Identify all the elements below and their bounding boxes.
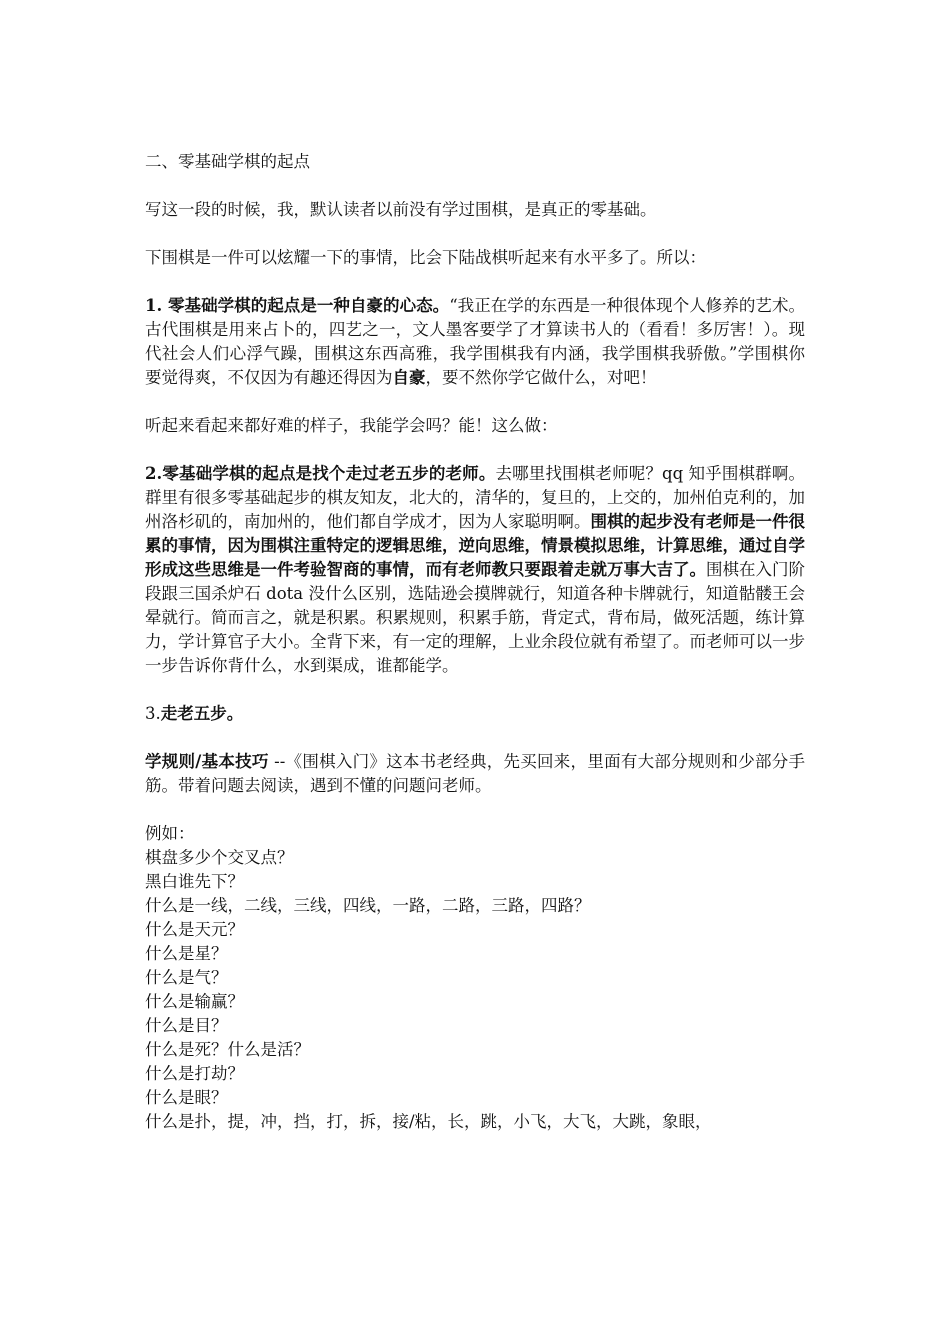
point-3-number: 3. — [145, 704, 161, 723]
question-item: 黑白谁先下？ — [145, 872, 244, 891]
question-item: 什么是一线，二线，三线，四线，一路，二路，三路，四路？ — [145, 896, 591, 915]
point-2-text: 去哪里找围棋老师呢？qq 知乎围棋群啊。群里有很多零基础起步的棋友知友，北大的，清华的，复旦的，上交的，加州伯克利的，加州洛杉矶的，南加州的，他们都自学成才，因为人家聪明啊。 — [145, 464, 805, 531]
section-title: 二、零基础学棋的起点 — [145, 152, 310, 171]
point-1-emphasis: 自豪 — [392, 368, 426, 387]
rules-text: --《围棋入门》这本书老经典，先买回来，里面有大部分规则和少部分手筋。带着问题去阅读，遇到不懂的问题问老师。 — [145, 752, 805, 795]
point-3-heading: 走老五步。 — [160, 704, 244, 723]
question-item: 什么是星？ — [145, 944, 228, 963]
point-1-text-end: ，要不然你学它做什么，对吧！ — [425, 368, 657, 387]
point-2-paragraph — [145, 462, 805, 678]
rules-heading: 学规则/基本技巧 — [145, 752, 269, 771]
point-2-text-end: 围棋在入门阶段跟三国杀炉石 dota 没什么区别，选陆逊会摸牌就行，知道各种卡牌就行，知道骷髅王会晕就行。简而言之，就是积累。积累规则，积累手筋，背定式，背布局，做死活题，练计算力，学计算官子大小。全背下来，有一定的理解，上业余段位就有希望了。而老师可以一步一步告诉你背什么，水到渠成，谁都能学。 — [145, 560, 805, 675]
examples-label: 例如： — [145, 824, 195, 843]
point-1-paragraph — [145, 294, 805, 390]
question-item: 什么是天元？ — [145, 920, 244, 939]
point-1-heading: 1. 零基础学棋的起点是一种自豪的心态。 — [145, 296, 450, 315]
question-item: 什么是目？ — [145, 1016, 228, 1035]
question-item: 什么是扑，提，冲，挡，打，拆，接/粘，长，跳，小飞，大飞，大跳，象眼， — [145, 1112, 712, 1131]
question-item: 什么是输赢？ — [145, 992, 244, 1011]
rules-paragraph — [145, 750, 805, 798]
question-item: 什么是眼？ — [145, 1088, 228, 1107]
intro-paragraph-2: 下围棋是一件可以炫耀一下的事情，比会下陆战棋听起来有水平多了。所以： — [145, 248, 706, 267]
point-3-paragraph — [145, 702, 805, 726]
document-page — [145, 150, 805, 1134]
question-item: 什么是打劫？ — [145, 1064, 244, 1083]
point-2-emphasis: 围棋的起步没有老师是一件很累的事情，因为围棋注重特定的逻辑思维，逆向思维，情景模拟思维，计算思维，通过自学形成这些思维是一件考验智商的事情，而有老师教只要跟着走就万事大吉了。 — [145, 512, 805, 579]
question-item: 什么是气？ — [145, 968, 228, 987]
transition-paragraph: 听起来看起来都好难的样子，我能学会吗？能！这么做： — [145, 416, 558, 435]
question-list — [145, 822, 805, 1134]
point-1-text: “我正在学的东西是一种很体现个人修养的艺术。古代围棋是用来占卜的，四艺之一，文人墨客要学了才算读书人的（看看！多厉害！）。现代社会人们心浮气躁，围棋这东西高雅，我学围棋我有内涵，我学围棋我骄傲。”学围棋你要觉得爽，不仅因为有趣还得因为 — [145, 296, 805, 387]
question-item: 棋盘多少个交叉点？ — [145, 848, 294, 867]
question-item: 什么是死？什么是活？ — [145, 1040, 310, 1059]
point-2-heading: 2.零基础学棋的起点是找个走过老五步的老师。 — [145, 464, 496, 483]
intro-paragraph-1: 写这一段的时候，我，默认读者以前没有学过围棋，是真正的零基础。 — [145, 200, 657, 219]
